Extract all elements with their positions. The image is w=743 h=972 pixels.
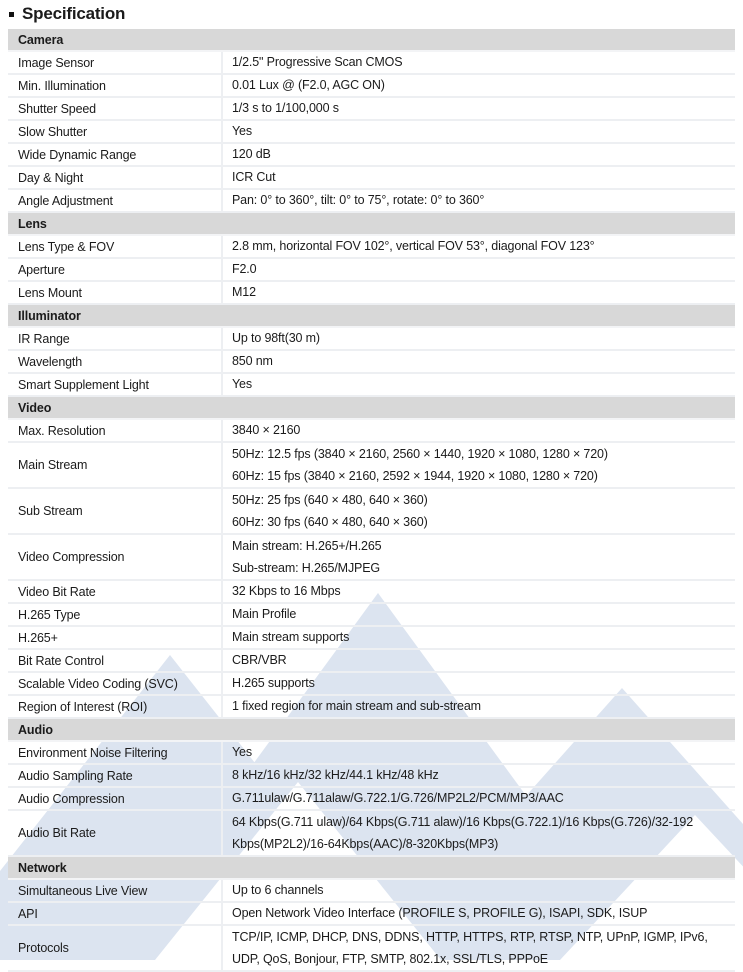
spec-label: Video Bit Rate (18, 584, 96, 599)
spec-value (221, 443, 735, 487)
spec-label: Scalable Video Coding (SVC) (18, 676, 178, 691)
spec-row (8, 581, 735, 604)
spec-value (221, 259, 735, 280)
spec-label: Protocols (18, 941, 69, 955)
spec-value-line: 50Hz: 12.5 fps (3840 × 2160, 2560 × 1440, 1920 × 1080, 1280 × 720) (232, 447, 608, 461)
spec-row (8, 259, 735, 282)
spec-value (221, 742, 735, 763)
section-header-audio (8, 719, 735, 742)
spec-value (221, 144, 735, 165)
spec-row (8, 788, 735, 811)
spec-value (221, 489, 735, 533)
spec-row (8, 351, 735, 374)
spec-value (221, 420, 735, 441)
spec-row (8, 328, 735, 351)
spec-value-line: TCP/IP, ICMP, DHCP, DNS, DDNS, HTTP, HTTPS, RTP, RTSP, NTP, UPnP, IGMP, IPv6, (232, 930, 708, 944)
spec-value (221, 765, 735, 786)
spec-row (8, 190, 735, 213)
spec-value (221, 236, 735, 257)
spec-value-line: 1 fixed region for main stream and sub-stream (232, 699, 481, 713)
spec-value-line: 2.8 mm, horizontal FOV 102°, vertical FOV 53°, diagonal FOV 123° (232, 239, 595, 253)
spec-value-line: M12 (232, 285, 256, 299)
spec-row (8, 742, 735, 765)
page-title-text: Specification (22, 4, 126, 23)
section-header-lens (8, 213, 735, 236)
spec-row (8, 98, 735, 121)
spec-value (221, 282, 735, 303)
spec-label: Max. Resolution (18, 423, 106, 438)
spec-row (8, 374, 735, 397)
spec-value-line: G.711ulaw/G.711alaw/G.722.1/G.726/MP2L2/PCM/MP3/AAC (232, 791, 564, 805)
spec-row (8, 811, 735, 857)
spec-label: API (18, 906, 38, 921)
spec-value-line: Pan: 0° to 360°, tilt: 0° to 75°, rotate: 0° to 360° (232, 193, 485, 207)
spec-value (221, 52, 735, 73)
spec-label: Main Stream (18, 458, 88, 472)
spec-label: Sub Stream (18, 504, 83, 518)
spec-row (8, 282, 735, 305)
spec-label: IR Range (18, 331, 70, 346)
spec-value (221, 535, 735, 579)
spec-value-line: Up to 98ft(30 m) (232, 331, 320, 345)
spec-value (221, 121, 735, 142)
spec-value (221, 696, 735, 717)
spec-value (221, 811, 735, 855)
spec-label: Region of Interest (ROI) (18, 699, 148, 714)
spec-row (8, 144, 735, 167)
section-header-label: Lens (18, 216, 47, 231)
spec-value (221, 581, 735, 602)
spec-row (8, 696, 735, 719)
spec-label: Angle Adjustment (18, 193, 113, 208)
section-header-camera (8, 29, 735, 52)
section-header-label: Camera (18, 32, 64, 47)
spec-value-line: Yes (232, 124, 252, 138)
spec-label: Smart Supplement Light (18, 377, 149, 392)
spec-label: Image Sensor (18, 55, 95, 70)
spec-row (8, 75, 735, 98)
spec-label: Aperture (18, 262, 65, 277)
spec-value-line: Open Network Video Interface (PROFILE S, PROFILE G), ISAPI, SDK, ISUP (232, 906, 648, 920)
section-header-label: Network (18, 860, 67, 875)
spec-value (221, 604, 735, 625)
section-header-illuminator (8, 305, 735, 328)
spec-value (221, 167, 735, 188)
spec-label: Audio Sampling Rate (18, 768, 133, 783)
spec-value (221, 903, 735, 924)
spec-value-line: Main Profile (232, 607, 297, 621)
spec-row (8, 673, 735, 696)
spec-value (221, 880, 735, 901)
spec-label: Environment Noise Filtering (18, 745, 168, 760)
square-bullet-icon (9, 12, 14, 17)
section-header-video (8, 397, 735, 420)
spec-row (8, 121, 735, 144)
spec-value (221, 926, 735, 970)
spec-row (8, 880, 735, 903)
spec-row (8, 926, 735, 972)
spec-row (8, 167, 735, 190)
spec-value (221, 788, 735, 809)
spec-row (8, 650, 735, 673)
spec-label: Shutter Speed (18, 101, 96, 116)
spec-value-line: 60Hz: 30 fps (640 × 480, 640 × 360) (232, 515, 428, 529)
spec-label: Wide Dynamic Range (18, 147, 137, 162)
spec-label: Min. Illumination (18, 78, 106, 93)
spec-value-line: F2.0 (232, 262, 257, 276)
spec-value-line: 64 Kbps(G.711 ulaw)/64 Kbps(G.711 alaw)/16 Kbps(G.722.1)/16 Kbps(G.726)/32-192 (232, 815, 694, 829)
spec-value (221, 75, 735, 96)
specification-table (8, 29, 735, 972)
spec-value (221, 673, 735, 694)
spec-value-line: H.265 supports (232, 676, 315, 690)
spec-label: Wavelength (18, 354, 83, 369)
spec-value-line: 850 nm (232, 354, 273, 368)
spec-value (221, 98, 735, 119)
spec-value-line: 60Hz: 15 fps (3840 × 2160, 2592 × 1944, 1920 × 1080, 1280 × 720) (232, 469, 598, 483)
spec-value (221, 650, 735, 671)
spec-value-line: Yes (232, 745, 252, 759)
section-header-network (8, 857, 735, 880)
spec-value-line: 1/2.5" Progressive Scan CMOS (232, 55, 403, 69)
spec-value-line: 8 kHz/16 kHz/32 kHz/44.1 kHz/48 kHz (232, 768, 439, 782)
section-header-label: Audio (18, 722, 53, 737)
spec-label: H.265 Type (18, 607, 81, 622)
section-header-label: Illuminator (18, 308, 81, 323)
spec-value-line: Main stream supports (232, 630, 350, 644)
spec-row (8, 604, 735, 627)
spec-row (8, 765, 735, 788)
spec-label: Video Compression (18, 550, 125, 564)
spec-value (221, 190, 735, 211)
spec-value-line: 120 dB (232, 147, 271, 161)
page-title (9, 4, 735, 24)
spec-value-line: 32 Kbps to 16 Mbps (232, 584, 341, 598)
spec-row (8, 903, 735, 926)
spec-value-line: Main stream: H.265+/H.265 (232, 539, 382, 553)
spec-row (8, 236, 735, 259)
spec-row (8, 627, 735, 650)
spec-value-line: 3840 × 2160 (232, 423, 301, 437)
spec-label: Lens Type & FOV (18, 239, 115, 254)
spec-value-line: Up to 6 channels (232, 883, 324, 897)
spec-label: Bit Rate Control (18, 653, 104, 668)
spec-value-line: UDP, QoS, Bonjour, FTP, SMTP, 802.1x, SSL/TLS, PPPoE (232, 952, 548, 966)
spec-value (221, 627, 735, 648)
spec-row (8, 420, 735, 443)
spec-row (8, 489, 735, 535)
spec-value-line: Yes (232, 377, 252, 391)
spec-label: Slow Shutter (18, 124, 88, 139)
spec-label: Audio Compression (18, 791, 125, 806)
spec-label: Audio Bit Rate (18, 826, 96, 840)
spec-label: Lens Mount (18, 285, 82, 300)
spec-value-line: Kbps(MP2L2)/16-64Kbps(AAC)/8-320Kbps(MP3) (232, 837, 499, 851)
spec-value-line: CBR/VBR (232, 653, 287, 667)
spec-value (221, 374, 735, 395)
spec-row (8, 52, 735, 75)
spec-value-line: 1/3 s to 1/100,000 s (232, 101, 339, 115)
spec-value-line: Sub-stream: H.265/MJPEG (232, 561, 380, 575)
spec-label: Simultaneous Live View (18, 883, 148, 898)
spec-value-line: ICR Cut (232, 170, 276, 184)
spec-label: H.265+ (18, 630, 58, 645)
spec-row (8, 535, 735, 581)
spec-value-line: 0.01 Lux @ (F2.0, AGC ON) (232, 78, 385, 92)
spec-row (8, 443, 735, 489)
section-header-label: Video (18, 400, 52, 415)
spec-label: Day & Night (18, 170, 84, 185)
spec-value (221, 328, 735, 349)
spec-value (221, 351, 735, 372)
spec-value-line: 50Hz: 25 fps (640 × 480, 640 × 360) (232, 493, 428, 507)
